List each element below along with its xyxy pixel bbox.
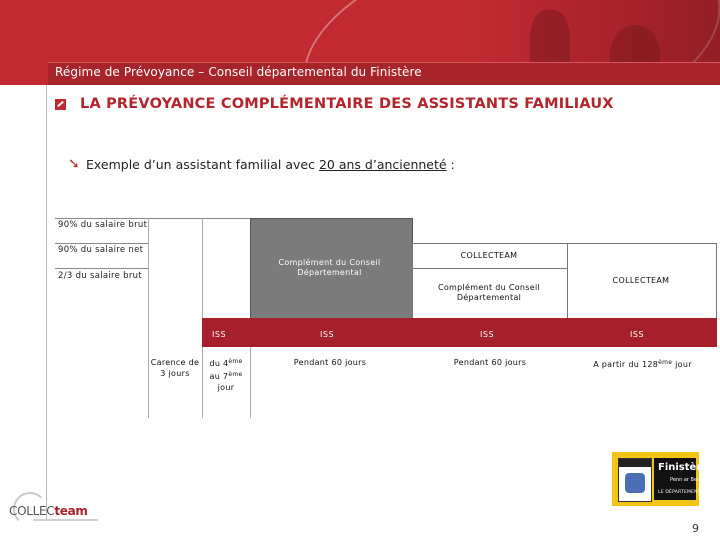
iss-label: ISS <box>212 330 227 339</box>
collecteam-logo-tagline <box>33 519 98 521</box>
period-day-to: au 7 <box>209 372 229 381</box>
period-day-from: du 4 <box>209 359 229 368</box>
finistere-logo-tagline: Penn ar Bed <box>670 477 701 483</box>
example-line <box>86 157 455 172</box>
left-divider <box>46 85 47 520</box>
period-day-to-sup: ème <box>228 371 243 378</box>
frame-vertical-line <box>148 218 149 418</box>
level-line <box>55 243 148 244</box>
arrow-bullet-icon: ➘ <box>68 156 80 172</box>
collecteam-logo <box>5 490 100 530</box>
finistere-logo-name: Finistère <box>658 462 709 473</box>
complement-label-phase1: Complément du Conseil Départemental <box>278 258 381 277</box>
page-number: 9 <box>692 522 699 535</box>
period-p3-prefix: A partir du 128 <box>593 360 659 369</box>
level-label-two-thirds: 2/3 du salaire brut <box>58 271 142 281</box>
period-p3-sup: ème <box>658 359 673 366</box>
collecteam-label-phase2: COLLECTEAM <box>460 251 518 260</box>
example-highlight: 20 ans d’ancienneté <box>318 157 447 172</box>
period-carence: Carence de 3 jours <box>150 358 200 378</box>
period-day-unit: jour <box>217 383 235 392</box>
example-suffix: : <box>446 157 455 172</box>
finistere-logo-department: LE DÉPARTEMENT <box>658 490 701 495</box>
complement-label-phase2: Complément du Conseil Départemental <box>437 283 541 302</box>
frame-top-line <box>55 218 250 219</box>
period-p3-suffix: jour <box>672 360 692 369</box>
finistere-shield-icon <box>618 458 652 502</box>
level-label-90-net: 90% du salaire net <box>58 245 144 255</box>
page-title: LA PRÉVOYANCE COMPLÉMENTAIRE DES ASSISTANTS FAMILIAUX <box>80 96 614 112</box>
heading-bullet-icon <box>55 99 66 110</box>
period-from-day-128 <box>570 357 715 370</box>
finistere-logo <box>612 452 709 506</box>
level-line <box>55 268 148 269</box>
iss-label: ISS <box>630 330 645 339</box>
iss-label: ISS <box>320 330 335 339</box>
level-label-90-brut: 90% du salaire brut <box>58 220 148 230</box>
period-60-days-phase2: Pendant 60 jours <box>453 358 527 367</box>
header-banner <box>0 0 720 85</box>
example-prefix: Exemple d’un assistant familial avec <box>86 157 319 172</box>
collecteam-label-phase3: COLLECTEAM <box>612 276 670 285</box>
period-days-4-7 <box>202 356 250 393</box>
header-subtitle: Régime de Prévoyance – Conseil départemental du Finistère <box>55 65 422 79</box>
collecteam-logo-text: COLLECteam <box>9 504 88 518</box>
period-60-days-phase1: Pendant 60 jours <box>293 358 367 367</box>
period-day-from-sup: ème <box>228 358 243 365</box>
iss-label: ISS <box>480 330 495 339</box>
